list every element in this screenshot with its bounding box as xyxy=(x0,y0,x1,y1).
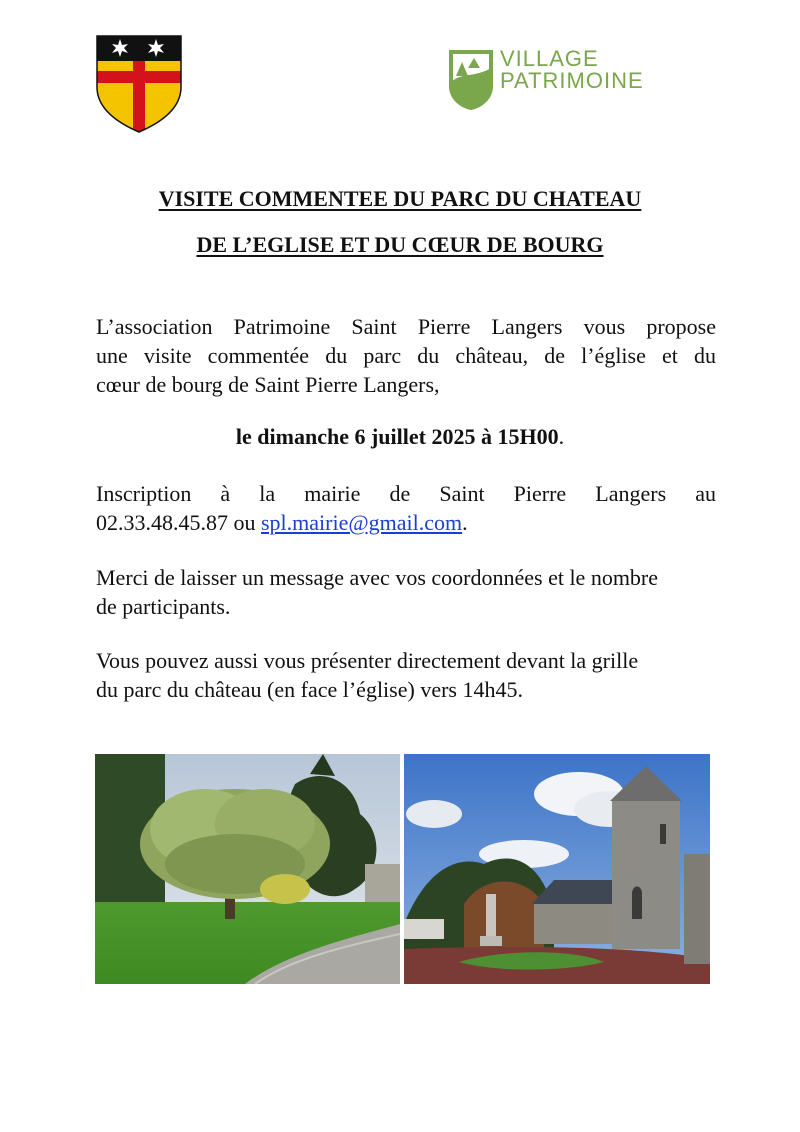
registration-contact xyxy=(96,508,716,537)
message-line: de participants. xyxy=(96,594,231,619)
logo-line-village: VILLAGE xyxy=(500,46,599,71)
intro-line: L’association Patrimoine Saint Pierre Langers vous propose xyxy=(96,314,716,339)
direct-paragraph xyxy=(96,646,716,704)
village-crest xyxy=(96,35,182,133)
intro-paragraph xyxy=(96,312,716,399)
intro-line: une visite commentée du parc du château, de l’église et du xyxy=(96,343,716,368)
direct-line: Vous pouvez aussi vous présenter directement devant la grille xyxy=(96,648,639,673)
page-title-line-2: DE L’EGLISE ET DU CŒUR DE BOURG xyxy=(196,232,604,257)
crest-shield-icon xyxy=(96,35,182,133)
logo-line-patrimoine: PATRIMOINE xyxy=(500,68,644,93)
intro-line: cœur de bourg de Saint Pierre Langers, xyxy=(96,372,440,397)
email-link[interactable]: spl.mairie@gmail.com xyxy=(261,510,463,535)
registration-suffix: . xyxy=(462,510,468,535)
page-title-line-1: VISITE COMMENTEE DU PARC DU CHATEAU xyxy=(158,186,642,211)
park-tree-photo xyxy=(95,754,400,984)
event-date-text: le dimanche 6 juillet 2025 à 15H00 xyxy=(235,424,559,449)
village-patrimoine-logo xyxy=(448,46,678,110)
event-date xyxy=(0,424,800,450)
landscape-icon xyxy=(448,48,494,110)
message-line: Merci de laisser un message avec vos coordonnées et le nombre xyxy=(96,565,659,590)
event-date-suffix: . xyxy=(558,424,565,449)
registration-line: Inscription à la mairie de Saint Pierre Langers au xyxy=(96,481,716,506)
message-paragraph xyxy=(96,563,716,621)
direct-line: du parc du château (en face l’église) vers 14h45. xyxy=(96,677,523,702)
phone-number: 02.33.48.45.87 ou xyxy=(96,510,261,535)
church-photo xyxy=(404,754,710,984)
registration-paragraph xyxy=(96,479,716,537)
